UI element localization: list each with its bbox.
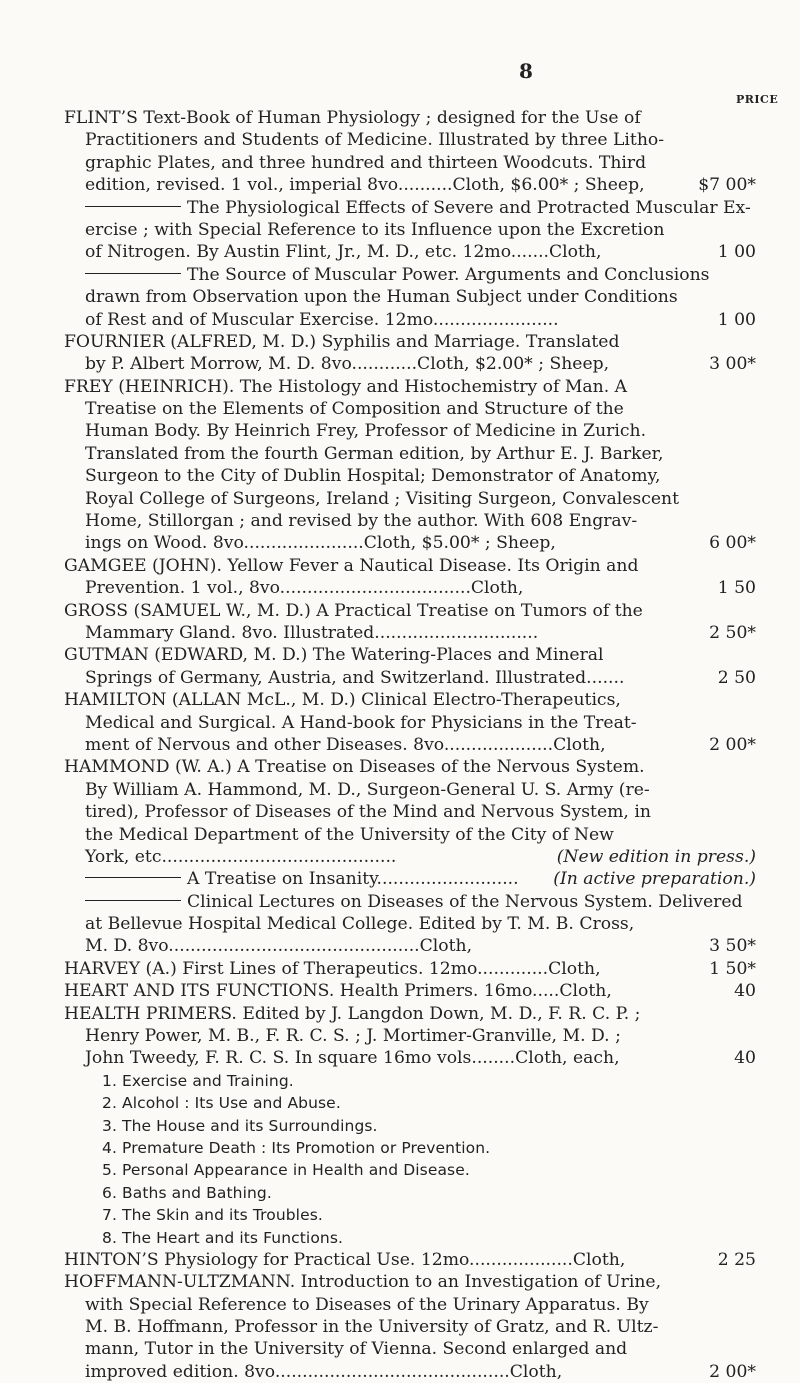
entry-text: the Medical Department of the University of the City of New <box>85 824 614 845</box>
entry-text: HEALTH PRIMERS. Edited by J. Langdon Down, M. D., F. R. C. P. ; <box>64 1003 641 1024</box>
entry-line <box>64 846 756 868</box>
catalog-entry <box>64 376 756 555</box>
entry-line <box>64 1092 756 1114</box>
entry-text: ercise ; with Special Reference to its Influence upon the Excretion <box>85 219 665 240</box>
entry-text: GUTMAN (EDWARD, M. D.) The Watering-Places and Mineral <box>64 645 604 666</box>
ditto-rule <box>85 900 181 901</box>
entry-line <box>64 980 756 1002</box>
entry-text: 6. Baths and Bathing. <box>102 1183 272 1202</box>
entry-text: at Bellevue Hospital Medical College. Edited by T. M. B. Cross, <box>85 914 635 935</box>
entry-line <box>64 353 756 375</box>
entry-text: with Special Reference to Diseases of the Urinary Apparatus. By <box>85 1294 649 1315</box>
entry-line <box>64 241 756 263</box>
catalog-entry <box>64 1271 756 1383</box>
entry-text: 2. Alcohol : Its Use and Abuse. <box>102 1094 341 1113</box>
entry-text: Home, Stillorgan ; and revised by the author. With 608 Engrav- <box>85 511 638 532</box>
entry-line <box>64 264 756 286</box>
entry-price: 2 50* <box>709 622 756 643</box>
entry-line <box>64 197 756 219</box>
entry-text: GAMGEE (JOHN). Yellow Fever a Nautical Disease. Its Origin and <box>64 555 639 576</box>
catalog-entry <box>64 107 756 197</box>
entry-text: M. B. Hoffmann, Professor in the University of Gratz, and R. Ultz- <box>85 1317 659 1338</box>
entry-text: 3. The House and its Surroundings. <box>102 1116 378 1135</box>
entry-text: 1. Exercise and Training. <box>102 1071 294 1090</box>
entry-price: 2 00* <box>709 1361 756 1382</box>
entry-price: 1 00 <box>717 242 756 263</box>
entry-line <box>64 420 756 442</box>
entry-line <box>64 667 756 689</box>
catalog-entry <box>64 600 756 645</box>
entry-price: 2 00* <box>709 734 756 755</box>
entry-text: Medical and Surgical. A Hand-book for Physicians in the Treat- <box>85 712 637 733</box>
entry-price: 1 00 <box>717 309 756 330</box>
entry-price: (New edition in press.) <box>556 846 756 867</box>
entry-line <box>64 174 756 196</box>
entry-text: The Source of Muscular Power. Arguments and Conclusions <box>187 264 710 285</box>
entry-price: 40 <box>734 1048 756 1069</box>
catalog-entry <box>64 197 756 264</box>
catalog-entry <box>64 644 756 689</box>
entry-line <box>64 107 756 129</box>
entry-text: by P. Albert Morrow, M. D. 8vo............Cloth, $2.00* ; Sheep, <box>85 354 610 375</box>
entry-text: York, etc........................................... <box>85 846 397 867</box>
entry-line <box>64 510 756 532</box>
entry-line <box>64 734 756 756</box>
entry-line <box>64 1338 756 1360</box>
ditto-rule <box>85 273 181 274</box>
entry-line <box>64 532 756 554</box>
entry-line <box>64 1361 756 1383</box>
entry-text: mann, Tutor in the University of Vienna. Second enlarged and <box>85 1339 628 1360</box>
entry-line <box>64 398 756 420</box>
entry-line <box>64 1294 756 1316</box>
entry-text: Prevention. 1 vol., 8vo...................................Cloth, <box>85 578 524 599</box>
entry-text: Surgeon to the City of Dublin Hospital; Demonstrator of Anatomy, <box>85 466 661 487</box>
entry-line <box>64 1003 756 1025</box>
entry-price: 1 50 <box>717 578 756 599</box>
entry-text: FOURNIER (ALFRED, M. D.) Syphilis and Marriage. Translated <box>64 331 620 352</box>
entry-line <box>64 756 756 778</box>
entry-text: HOFFMANN-ULTZMANN. Introduction to an Investigation of Urine, <box>64 1272 662 1293</box>
entry-text: of Nitrogen. By Austin Flint, Jr., M. D., etc. 12mo.......Cloth, <box>85 242 602 263</box>
entry-text: 5. Personal Appearance in Health and Disease. <box>102 1161 470 1180</box>
catalog-entry <box>64 868 756 890</box>
entry-text: graphic Plates, and three hundred and thirteen Woodcuts. Third <box>85 152 647 173</box>
entry-line <box>64 1316 756 1338</box>
entry-price: 3 50* <box>709 936 756 957</box>
entry-text: tired), Professor of Diseases of the Mind and Nervous System, in <box>85 802 651 823</box>
entry-line <box>64 1137 756 1159</box>
entry-line <box>64 644 756 666</box>
entry-text: Clinical Lectures on Diseases of the Nervous System. Delivered <box>187 891 743 912</box>
entry-line <box>64 555 756 577</box>
entry-text: drawn from Observation upon the Human Subject under Conditions <box>85 287 678 308</box>
entry-line <box>64 1115 756 1137</box>
catalog-entry <box>64 331 756 376</box>
entry-text: 8. The Heart and its Functions. <box>102 1228 344 1247</box>
catalog-entry <box>64 689 756 756</box>
entry-line <box>64 801 756 823</box>
entry-line <box>64 286 756 308</box>
entry-line <box>64 779 756 801</box>
entry-line <box>64 868 756 890</box>
catalog-entry <box>64 1003 756 1249</box>
entry-line <box>64 1070 756 1092</box>
entry-price: 2 50 <box>717 667 756 688</box>
catalog-entry <box>64 555 756 600</box>
entry-text: Treatise on the Elements of Composition and Structure of the <box>85 399 624 420</box>
entry-line <box>64 1047 756 1069</box>
entry-price: $7 00* <box>698 175 756 196</box>
entry-text: Royal College of Surgeons, Ireland ; Visiting Surgeon, Convalescent <box>85 488 680 509</box>
entry-text: HARVEY (A.) First Lines of Therapeutics. 12mo.............Cloth, <box>64 958 601 979</box>
ditto-rule <box>85 206 181 207</box>
entry-line <box>64 376 756 398</box>
entry-line <box>64 152 756 174</box>
entry-text: ings on Wood. 8vo......................Cloth, $5.00* ; Sheep, <box>85 533 556 554</box>
entry-line <box>64 1227 756 1249</box>
entry-text: Mammary Gland. 8vo. Illustrated.............................. <box>85 622 539 643</box>
entry-line <box>64 1159 756 1181</box>
entry-text: ment of Nervous and other Diseases. 8vo....................Cloth, <box>85 734 606 755</box>
entry-text: 4. Premature Death : Its Promotion or Prevention. <box>102 1138 491 1157</box>
entry-text: Human Body. By Heinrich Frey, Professor of Medicine in Zurich. <box>85 421 647 442</box>
entry-text: The Physiological Effects of Severe and Protracted Muscular Ex- <box>187 197 751 218</box>
entry-text: Henry Power, M. B., F. R. C. S. ; J. Mortimer-Granville, M. D. ; <box>85 1026 621 1047</box>
entry-line <box>64 577 756 599</box>
entry-line <box>64 331 756 353</box>
catalog-listing <box>64 107 756 1383</box>
entry-text: HINTON’S Physiology for Practical Use. 12mo...................Cloth, <box>64 1249 626 1270</box>
entry-line <box>64 129 756 151</box>
entry-line <box>64 891 756 913</box>
entry-line <box>64 1204 756 1226</box>
entry-text: A Treatise on Insanity.......................... <box>187 869 519 890</box>
entry-line <box>64 1271 756 1293</box>
entry-price: (In active preparation.) <box>553 869 756 890</box>
entry-text: improved edition. 8vo...........................................Cloth, <box>85 1361 563 1382</box>
entry-line <box>64 1182 756 1204</box>
entry-text: John Tweedy, F. R. C. S. In square 16mo vols........Cloth, each, <box>85 1048 620 1069</box>
entry-line <box>64 219 756 241</box>
entry-price: 3 00* <box>709 354 756 375</box>
entry-price: 1 50* <box>709 958 756 979</box>
entry-text: 7. The Skin and its Troubles. <box>102 1206 323 1225</box>
entry-line <box>64 622 756 644</box>
catalog-entry <box>64 980 756 1002</box>
entry-price: 2 25 <box>717 1249 756 1270</box>
entry-price: 40 <box>734 981 756 1002</box>
entry-text: HAMMOND (W. A.) A Treatise on Diseases of the Nervous System. <box>64 757 645 778</box>
entry-text: edition, revised. 1 vol., imperial 8vo..........Cloth, $6.00* ; Sheep, <box>85 175 645 196</box>
entry-line <box>64 824 756 846</box>
entry-text: M. D. 8vo..............................................Cloth, <box>85 936 473 957</box>
entry-line <box>64 443 756 465</box>
entry-text: HEART AND ITS FUNCTIONS. Health Primers. 16mo.....Cloth, <box>64 981 612 1002</box>
catalog-entry <box>64 891 756 958</box>
entry-line <box>64 712 756 734</box>
entry-text: HAMILTON (ALLAN McL., M. D.) Clinical Electro-Therapeutics, <box>64 690 621 711</box>
entry-text: By William A. Hammond, M. D., Surgeon-General U. S. Army (re- <box>85 779 650 800</box>
entry-text: GROSS (SAMUEL W., M. D.) A Practical Treatise on Tumors of the <box>64 600 643 621</box>
entry-text: Practitioners and Students of Medicine. Illustrated by three Litho- <box>85 130 665 151</box>
entry-line <box>64 935 756 957</box>
entry-line <box>64 958 756 980</box>
catalog-entry <box>64 958 756 980</box>
entry-line <box>64 465 756 487</box>
entry-text: FREY (HEINRICH). The Histology and Histochemistry of Man. A <box>64 376 628 397</box>
catalog-entry <box>64 264 756 331</box>
catalog-entry <box>64 1249 756 1271</box>
entry-text: FLINT’S Text-Book of Human Physiology ; designed for the Use of <box>64 108 641 128</box>
entry-line <box>64 1025 756 1047</box>
page-number: 8 <box>519 59 533 83</box>
entry-line <box>64 1249 756 1271</box>
entry-text: of Rest and of Muscular Exercise. 12mo....................... <box>85 309 559 330</box>
entry-text: Translated from the fourth German edition, by Arthur E. J. Barker, <box>85 443 664 464</box>
catalog-entry <box>64 756 756 868</box>
entry-price: 6 00* <box>709 533 756 554</box>
price-column-header: PRICE <box>736 93 779 106</box>
entry-text: Springs of Germany, Austria, and Switzerland. Illustrated....... <box>85 667 625 688</box>
entry-line <box>64 913 756 935</box>
ditto-rule <box>85 877 181 878</box>
entry-line <box>64 689 756 711</box>
entry-line <box>64 488 756 510</box>
entry-line <box>64 309 756 331</box>
entry-line <box>64 600 756 622</box>
